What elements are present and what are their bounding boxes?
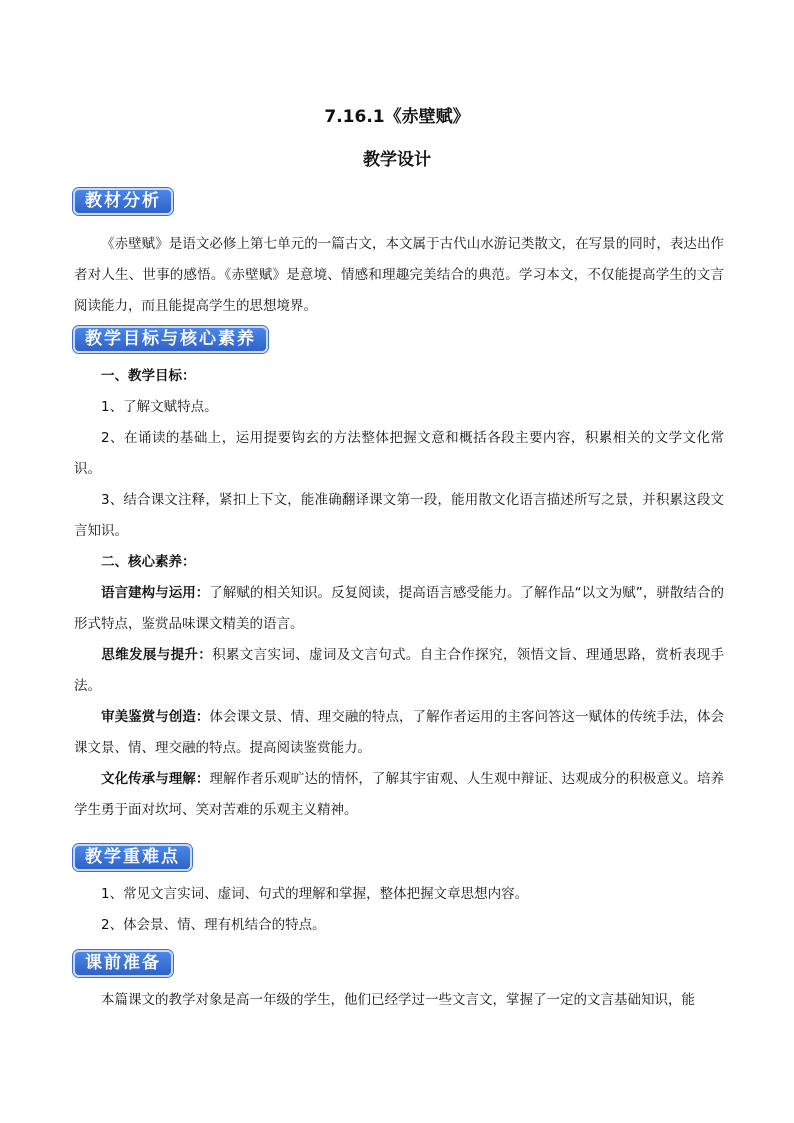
core-label: 审美鉴赏与创造： bbox=[101, 709, 210, 725]
goal-text: 3、结合课文注释，紧扣上下文，能准确翻译课文第一段，能用散文化语言描述所写之景，并积累这段文言知识。 bbox=[74, 492, 724, 539]
paragraph-text: 本篇课文的教学对象是高一年级的学生，他们已经学过一些文言文，掌握了一定的文言基础知识，能 bbox=[101, 992, 695, 1008]
core-item bbox=[74, 764, 724, 826]
paragraph-text: 《赤壁赋》是语文必修上第七单元的一篇古文，本文属于古代山水游记类散文，在写景的同时，表达出作者对人生、世事的感悟。《赤壁赋》是意境、情感和理趣完美结合的典范。学习本文，不仅能提高学生的文言阅读能力，而且能提高学生的思想境界。 bbox=[74, 236, 724, 314]
core-label: 文化传承与理解： bbox=[101, 771, 210, 787]
paragraph bbox=[74, 229, 724, 322]
goals-title bbox=[74, 361, 724, 392]
core-item bbox=[74, 702, 724, 764]
key-point-item bbox=[74, 879, 724, 910]
paragraph bbox=[74, 985, 724, 1016]
core-text: 积累文言实词、虚词及文言句式。自主合作探究，领悟文旨、理通思路，赏析表现手法。 bbox=[74, 647, 725, 694]
goals-title-text: 一、教学目标： bbox=[101, 368, 196, 384]
section-heading-objectives: 教学目标与核心素养 bbox=[73, 326, 268, 353]
core-title bbox=[74, 547, 724, 578]
key-point-item bbox=[74, 910, 724, 941]
core-text: 理解作者乐观旷达的情怀，了解其宇宙观、人生观中辩证、达观成分的积极意义。培养学生勇于面对坎坷、笑对苦难的乐观主义精神。 bbox=[74, 771, 725, 818]
core-item bbox=[74, 578, 724, 640]
section-heading-textbook-analysis: 教材分析 bbox=[73, 188, 173, 215]
core-text: 了解赋的相关知识。反复阅读，提高语言感受能力。了解作品“以文为赋”，骈散结合的形式特点，鉴赏品味课文精美的语言。 bbox=[74, 585, 724, 632]
core-label: 语言建构与运用： bbox=[101, 585, 210, 601]
section-heading-preparation: 课前准备 bbox=[73, 950, 173, 977]
section-heading-key-points: 教学重难点 bbox=[73, 844, 192, 871]
core-item bbox=[74, 640, 724, 702]
goal-text: 1、了解文赋特点。 bbox=[101, 399, 218, 415]
document-title: 7.16.1《赤壁赋》 bbox=[324, 107, 470, 127]
core-text: 体会课文景、情、理交融的特点，了解作者运用的主客问答这一赋体的传统手法，体会课文景、情、理交融的特点。提高阅读鉴赏能力。 bbox=[74, 709, 725, 756]
goal-item bbox=[74, 485, 724, 547]
core-label: 思维发展与提升： bbox=[101, 647, 213, 663]
key-point-text: 2、体会景、情、理有机结合的特点。 bbox=[101, 917, 326, 933]
document-subtitle: 教学设计 bbox=[363, 150, 431, 170]
key-point-text: 1、常见文言实词、虚词、句式的理解和掌握，整体把握文章思想内容。 bbox=[101, 886, 529, 902]
goal-item bbox=[74, 423, 724, 485]
core-title-text: 二、核心素养： bbox=[101, 554, 196, 570]
goal-text: 2、在诵读的基础上，运用提要钩玄的方法整体把握文意和概括各段主要内容，积累相关的文学文化常识。 bbox=[74, 430, 724, 477]
goal-item bbox=[74, 392, 724, 423]
